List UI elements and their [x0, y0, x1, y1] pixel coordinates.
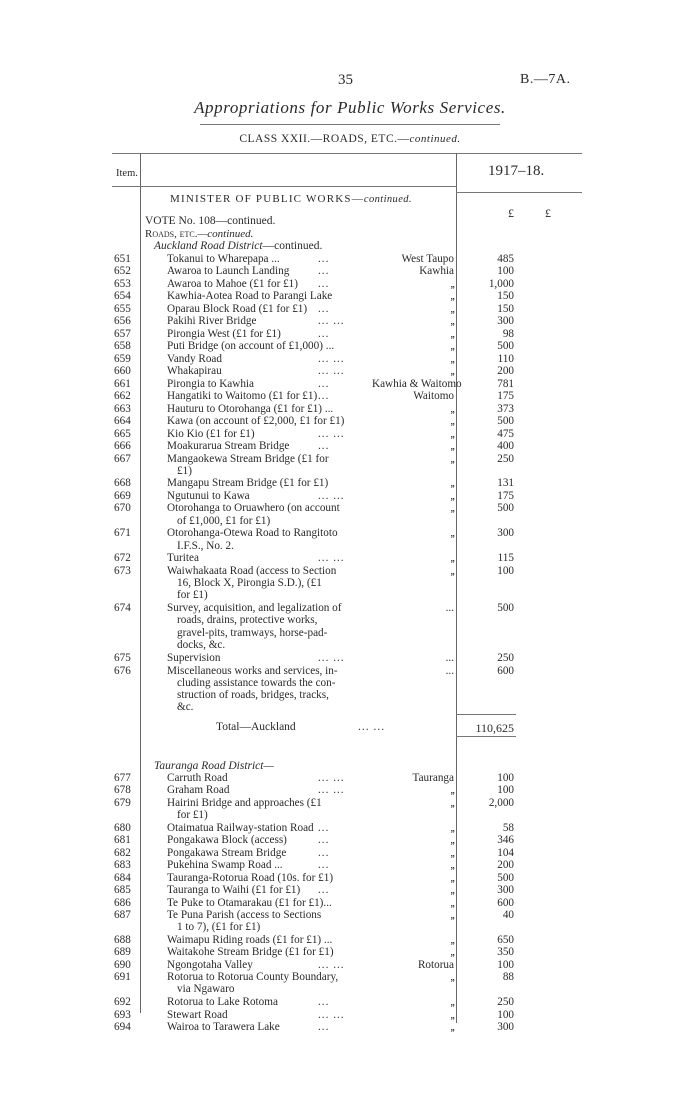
table-top-rule	[112, 153, 582, 154]
leader-dots: ...	[318, 265, 330, 278]
item-description	[167, 403, 375, 415]
page-title: Appropriations for Public Works Services.	[194, 98, 506, 117]
electorate: ,,	[450, 796, 454, 809]
item-description	[167, 847, 375, 859]
class-heading-text: CLASS XXII.—ROADS, ETC.—	[239, 133, 410, 145]
pound-sign-1: £	[508, 206, 514, 220]
district-heading-suffix: —continued.	[262, 240, 323, 252]
item-description	[167, 378, 375, 390]
item-description	[167, 934, 375, 946]
leader-dots: ...	[318, 884, 330, 897]
item-description-line: Kio Kio (£1 for £1)	[167, 427, 255, 440]
document-reference: B.—7A.	[520, 72, 571, 87]
amount: 781	[497, 377, 514, 390]
item-number: 694	[114, 1021, 131, 1033]
item-description	[167, 303, 375, 315]
item-description-line: Hauturu to Otorohanga (£1 for £1) ...	[167, 402, 334, 415]
amount: 500	[497, 602, 514, 615]
leader-dots: ... ...	[318, 958, 345, 971]
item-description	[167, 265, 375, 277]
item-description-continuation: of £1,000, £1 for £1)	[177, 514, 271, 527]
class-heading-suffix: continued.	[409, 133, 461, 145]
item-description	[167, 328, 375, 340]
electorate: ,,	[450, 996, 454, 1009]
item-description-line: Pongakawa Stream Bridge	[167, 846, 287, 859]
amount: 100	[497, 265, 514, 278]
item-description-continuation: gravel-pits, tramways, horse-pad-	[177, 626, 328, 639]
leader-dots: ... ...	[318, 784, 345, 797]
leader-dots: ... ...	[318, 1008, 345, 1021]
item-number: 675	[114, 652, 131, 665]
amount: 175	[497, 489, 514, 502]
item-number: 678	[114, 784, 131, 797]
amount: 300	[497, 315, 514, 328]
amount: 98	[502, 327, 514, 340]
amount: 100	[497, 958, 514, 971]
amount: 600	[497, 896, 514, 909]
item-description-line: Hangatiki to Waitomo (£1 for £1)	[167, 390, 318, 403]
leader-dots: ...	[318, 440, 330, 453]
electorate: ,,	[450, 527, 454, 540]
item-column-rule	[140, 153, 141, 1013]
electorate: ,,	[450, 834, 454, 847]
electorate: ...	[445, 652, 454, 665]
electorate: ,,	[450, 502, 454, 515]
item-description-line: Waimapu Riding roads (£1 for £1) ...	[167, 933, 333, 946]
item-description	[167, 440, 375, 452]
amount: 250	[497, 452, 514, 465]
item-description	[167, 340, 375, 352]
item-description-continuation: cluding assistance towards the con-	[177, 676, 336, 689]
item-description-line: Otorohanga to Oruawhero (on account	[167, 502, 340, 515]
amount: 300	[497, 884, 514, 897]
item-number: 671	[114, 527, 131, 540]
leader-dots: ... ...	[318, 315, 345, 328]
item-description-continuation: £1)	[177, 464, 192, 477]
item-description-line: Pirongia West (£1 for £1)	[167, 327, 281, 340]
electorate: ...	[445, 664, 454, 677]
electorate: ,,	[450, 477, 454, 490]
item-description-line: Awaroa to Mahoe (£1 for £1)	[167, 277, 299, 290]
leader-dots: ...	[318, 1021, 330, 1033]
item-description	[167, 884, 375, 896]
item-number: 684	[114, 871, 131, 884]
leader-dots: ...	[318, 846, 330, 859]
item-description	[167, 415, 375, 427]
item-number: 660	[114, 365, 131, 378]
item-number: 654	[114, 290, 131, 303]
electorate: ,,	[450, 871, 454, 884]
amount: 88	[502, 971, 514, 984]
item-number: 658	[114, 340, 131, 353]
electorate: ,,	[450, 340, 454, 353]
item-number: 657	[114, 327, 131, 340]
item-number: 655	[114, 302, 131, 315]
page-number: 35	[338, 72, 353, 88]
item-description	[167, 453, 375, 477]
item-description-line: Tauranga to Waihi (£1 for £1)	[167, 884, 301, 897]
amount: 300	[497, 1021, 514, 1033]
electorate: ,,	[450, 402, 454, 415]
item-description	[167, 253, 375, 265]
item-description-continuation: via Ngawaro	[177, 983, 235, 996]
item-description-line: Turitea	[167, 552, 199, 565]
item-description	[167, 1021, 375, 1033]
vote-heading: VOTE No. 108—continued.	[145, 215, 276, 227]
leader-dots: ... ...	[318, 365, 345, 378]
amount: 175	[497, 390, 514, 403]
electorate: ,,	[450, 896, 454, 909]
amount: 500	[497, 871, 514, 884]
item-number: 677	[114, 772, 131, 784]
item-number: 691	[114, 971, 131, 984]
amount: 400	[497, 440, 514, 453]
electorate: ,,	[450, 302, 454, 315]
item-number: 683	[114, 859, 131, 872]
item-number: 693	[114, 1008, 131, 1021]
electorate: ,,	[450, 971, 454, 984]
amount: 500	[497, 415, 514, 428]
electorate: ,,	[450, 821, 454, 834]
electorate: ,,	[450, 946, 454, 959]
electorate: ...	[445, 602, 454, 615]
amount: 500	[497, 340, 514, 353]
item-description-line: Pongakawa Block (access)	[167, 834, 287, 847]
item-description-line: Ngongotaha Valley	[167, 958, 253, 971]
item-description-line: Graham Road	[167, 784, 230, 797]
item-description-line: Supervision	[167, 652, 221, 665]
electorate: ,,	[450, 277, 454, 290]
item-description-line: Tokanui to Wharepapa ...	[167, 253, 280, 265]
electorate: ,,	[450, 440, 454, 453]
leader-dots: ... ...	[318, 427, 345, 440]
total-amount: 110,625	[475, 721, 514, 735]
leader-dots: ...	[318, 390, 330, 403]
item-description	[167, 822, 375, 834]
item-description-line: Oparau Block Road (£1 for £1)	[167, 302, 308, 315]
leader-dots: ... ...	[318, 352, 345, 365]
item-description-continuation: &c.	[177, 701, 194, 714]
item-description	[167, 897, 375, 909]
electorate: ,,	[450, 1008, 454, 1021]
item-number: 680	[114, 821, 131, 834]
item-description-line: Vandy Road	[167, 352, 222, 365]
item-description-line: Waitakohe Stream Bridge (£1 for £1)	[167, 946, 334, 959]
item-number: 679	[114, 796, 131, 809]
amount: 104	[497, 846, 514, 859]
electorate: Tauranga	[412, 772, 454, 784]
item-number: 681	[114, 834, 131, 847]
item-description-line: Pirongia to Kawhia	[167, 377, 254, 390]
item-number: 689	[114, 946, 131, 959]
item-description-line: Te Puna Parish (access to Sections	[167, 908, 322, 921]
leader-dots: ...	[318, 327, 330, 340]
amount: 300	[497, 527, 514, 540]
item-description	[167, 527, 375, 551]
item-number: 662	[114, 390, 131, 403]
electorate: ,,	[450, 564, 454, 577]
amount: 250	[497, 652, 514, 665]
leader-dots: ...	[318, 859, 330, 872]
leader-dots: ...	[318, 253, 330, 265]
district-heading-tauranga	[154, 760, 274, 772]
item-description-continuation: struction of roads, bridges, tracks,	[177, 688, 329, 701]
item-description-line: Tauranga-Rotorua Road (10s. for £1)	[167, 871, 334, 884]
leader-dots: ... ...	[318, 772, 345, 784]
amount: 373	[497, 402, 514, 415]
amount: 150	[497, 302, 514, 315]
item-description	[167, 477, 375, 489]
item-description	[167, 665, 375, 714]
amount: 200	[497, 859, 514, 872]
electorate: ,,	[450, 452, 454, 465]
amount: 500	[497, 502, 514, 515]
leader-dots: ...	[318, 277, 330, 290]
minister-heading-suffix: continued.	[363, 194, 412, 205]
electorate: ,,	[450, 884, 454, 897]
amount: 40	[502, 908, 514, 921]
electorate: ,,	[450, 859, 454, 872]
item-description-line: Otorohanga-Otewa Road to Rangitoto	[167, 527, 338, 540]
item-description-continuation: I.F.S., No. 2.	[177, 539, 234, 552]
item-description-line: Waiwhakaata Road (access to Section	[167, 564, 337, 577]
amount: 100	[497, 564, 514, 577]
item-description	[167, 872, 375, 884]
item-description	[167, 996, 375, 1008]
minister-heading-text: MINISTER OF PUBLIC WORKS—	[170, 193, 364, 205]
item-number: 668	[114, 477, 131, 490]
item-description	[167, 278, 375, 290]
item-description-line: Awaroa to Launch Landing	[167, 265, 290, 278]
item-number: 685	[114, 884, 131, 897]
item-number: 661	[114, 377, 131, 390]
amount: 200	[497, 365, 514, 378]
amount: 115	[497, 552, 514, 565]
amount: 1,000	[488, 277, 514, 290]
amount: 100	[497, 784, 514, 797]
item-number: 686	[114, 896, 131, 909]
item-number: 676	[114, 664, 131, 677]
item-number: 659	[114, 352, 131, 365]
item-number: 690	[114, 958, 131, 971]
item-number: 692	[114, 996, 131, 1009]
electorate: ,,	[450, 908, 454, 921]
item-description-line: Te Puke to Otamarakau (£1 for £1)...	[167, 896, 332, 909]
leader-dots: ...	[318, 302, 330, 315]
leader-dots: ... ...	[318, 489, 345, 502]
electorate: Rotorua	[417, 958, 454, 971]
amount: 58	[502, 821, 514, 834]
electorate: ,,	[450, 1021, 454, 1033]
item-number: 656	[114, 315, 131, 328]
amount: 650	[497, 933, 514, 946]
item-number: 663	[114, 402, 131, 415]
leader-dots: ...	[318, 821, 330, 834]
item-description-continuation: for £1)	[177, 809, 208, 822]
item-number: 665	[114, 427, 131, 440]
item-description-line: Pakihi River Bridge	[167, 315, 257, 328]
item-header-rule	[112, 186, 457, 187]
item-description-line: Mangaokewa Stream Bridge (£1 for	[167, 452, 329, 465]
electorate: ,,	[450, 933, 454, 946]
leader-dots: ...	[318, 834, 330, 847]
pound-sign-2: £	[545, 206, 551, 220]
item-description-line: Carruth Road	[167, 772, 228, 784]
item-description-line: Rotorua to Lake Rotoma	[167, 996, 278, 1009]
item-description	[167, 565, 375, 602]
amount-column-rule	[456, 153, 457, 1023]
amount: 110	[497, 352, 514, 365]
roads-heading-suffix: —continued.	[197, 228, 254, 240]
minister-heading	[170, 193, 412, 205]
leader-dots: ... ...	[318, 552, 345, 565]
item-number: 670	[114, 502, 131, 515]
item-description-line: Miscellaneous works and services, in-	[167, 664, 338, 677]
item-description-continuation: 16, Block X, Pirongia S.D.), (£1	[177, 576, 322, 589]
amount: 131	[497, 477, 514, 490]
electorate: ,,	[450, 327, 454, 340]
electorate: Waitomo	[413, 390, 454, 403]
amount: 100	[497, 772, 514, 784]
amount: 485	[497, 253, 514, 265]
amount: 100	[497, 1008, 514, 1021]
item-number: 682	[114, 846, 131, 859]
electorate: ,,	[450, 315, 454, 328]
item-description-continuation: for £1)	[177, 589, 208, 602]
leader-dots: ...	[318, 377, 330, 390]
item-number: 688	[114, 933, 131, 946]
electorate: ,,	[450, 846, 454, 859]
title-rule	[200, 124, 500, 125]
year-column-header: 1917–18.	[488, 163, 545, 179]
electorate: Kawhia	[419, 265, 454, 278]
item-description-continuation: docks, &c.	[177, 638, 226, 651]
item-description-line: Wairoa to Tarawera Lake	[167, 1021, 280, 1033]
electorate: ,,	[450, 489, 454, 502]
item-description	[167, 909, 375, 933]
amount: 2,000	[488, 796, 514, 809]
item-number: 652	[114, 265, 131, 278]
electorate: ,,	[450, 415, 454, 428]
item-description-line: Stewart Road	[167, 1008, 228, 1021]
item-description	[167, 602, 375, 651]
leader-dots: ...	[318, 996, 330, 1009]
roads-heading-text: Roads, etc.	[145, 228, 198, 240]
item-number: 672	[114, 552, 131, 565]
item-number: 667	[114, 452, 131, 465]
item-number: 666	[114, 440, 131, 453]
item-description	[167, 290, 375, 302]
item-number: 673	[114, 564, 131, 577]
item-number: 669	[114, 489, 131, 502]
item-description-continuation: roads, drains, protective works,	[177, 614, 318, 627]
amount: 350	[497, 946, 514, 959]
item-number: 653	[114, 277, 131, 290]
item-description-line: Mangapu Stream Bridge (£1 for £1)	[167, 477, 329, 490]
item-description-line: Kawa (on account of £2,000, £1 for £1)	[167, 415, 345, 428]
item-description-line: Ngutunui to Kawa	[167, 489, 250, 502]
district-name: Auckland Road District	[154, 240, 263, 252]
item-description-continuation: 1 to 7), (£1 for £1)	[177, 921, 261, 934]
electorate: ,,	[450, 365, 454, 378]
total-lower-rule	[456, 736, 516, 737]
amount: 346	[497, 834, 514, 847]
total-upper-rule	[456, 714, 516, 715]
electorate: West Taupo	[401, 253, 454, 265]
item-description	[167, 946, 375, 958]
item-description-line: Moakurarua Stream Bridge	[167, 440, 290, 453]
electorate: ,,	[450, 352, 454, 365]
item-description-line: Survey, acquisition, and legalization of	[167, 602, 342, 615]
electorate: ,,	[450, 552, 454, 565]
amount: 600	[497, 664, 514, 677]
item-description-line: Whakapirau	[167, 365, 222, 378]
electorate: ,,	[450, 290, 454, 303]
item-description	[167, 797, 375, 821]
electorate: ,,	[450, 784, 454, 797]
amount: 250	[497, 996, 514, 1009]
amount: 475	[497, 427, 514, 440]
year-header-rule	[456, 192, 582, 193]
item-number: 664	[114, 415, 131, 428]
electorate: ,,	[450, 427, 454, 440]
item-description	[167, 390, 375, 402]
item-description-line: Otaimatua Railway-station Road	[167, 821, 314, 834]
item-description-line: Kawhia-Aotea Road to Parangi Lake	[167, 290, 333, 303]
item-description-line: Puti Bridge (on account of £1,000) ...	[167, 340, 335, 353]
district-heading-auckland	[154, 240, 322, 252]
item-number: 674	[114, 602, 131, 615]
roads-heading	[145, 228, 253, 240]
item-number: 687	[114, 908, 131, 921]
item-description	[167, 834, 375, 846]
amount: 150	[497, 290, 514, 303]
item-number: 651	[114, 253, 131, 265]
district-name: Tauranga Road District—	[154, 760, 274, 772]
item-description-line: Pukehina Swamp Road ...	[167, 859, 283, 872]
item-description-line: Rotorua to Rotorua County Boundary,	[167, 971, 339, 984]
item-column-header: Item.	[116, 168, 138, 179]
total-dots: ... ...	[358, 721, 386, 733]
item-description	[167, 502, 375, 526]
item-description-line: Hairini Bridge and approaches (£1	[167, 796, 322, 809]
total-label: Total—Auckland	[216, 721, 296, 733]
item-description	[167, 971, 375, 995]
electorate: Kawhia & Waitomo	[372, 377, 462, 390]
item-description	[167, 859, 375, 871]
leader-dots: ... ...	[318, 652, 345, 665]
class-heading	[0, 133, 700, 145]
